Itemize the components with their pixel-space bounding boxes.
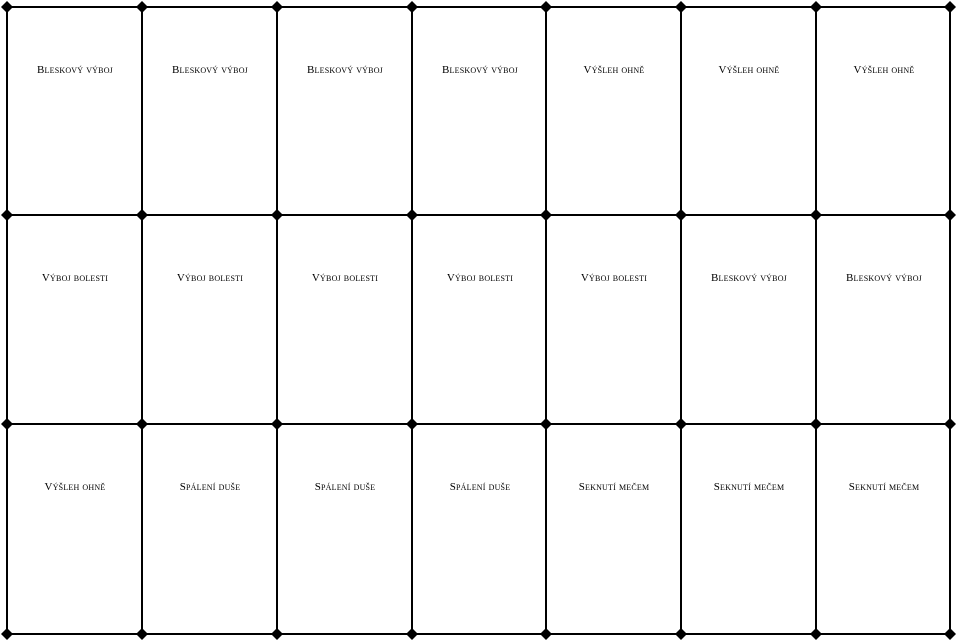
diamond-marker [271,628,283,640]
card-label: Bleskový výboj [306,64,383,76]
card-label: Bleskový výboj [845,272,922,284]
diamond-marker [944,209,956,221]
diamond-marker [944,1,956,13]
diamond-marker [1,628,13,640]
diamond-marker [540,418,552,430]
diamond-marker [810,628,822,640]
diamond-marker [675,418,687,430]
card-label: Seknutí mečem [848,481,920,493]
diamond-marker [675,628,687,640]
diamond-marker [406,209,418,221]
diamond-marker [810,209,822,221]
diamond-marker [271,418,283,430]
diamond-marker [136,628,148,640]
card-label: Bleskový výboj [441,64,518,76]
diamond-marker [540,1,552,13]
card-label: Výšleh ohně [718,64,780,76]
diamond-marker [136,418,148,430]
card-label: Výboj bolesti [41,272,109,284]
card-label: Spálení duše [179,481,241,493]
diamond-marker [136,1,148,13]
diamond-marker [675,209,687,221]
card-label: Bleskový výboj [36,64,113,76]
card-label: Výboj bolesti [176,272,244,284]
diamond-marker [675,1,687,13]
diamond-marker [406,418,418,430]
card-label: Spálení duše [314,481,376,493]
diamond-marker [271,209,283,221]
diamond-marker [944,418,956,430]
card-label: Výšleh ohně [583,64,645,76]
diamond-marker [1,209,13,221]
diamond-marker [1,1,13,13]
card-label: Výšleh ohně [853,64,915,76]
diamond-marker [271,1,283,13]
diamond-marker [406,1,418,13]
diamond-marker [944,628,956,640]
diamond-marker [540,628,552,640]
card-label: Výboj bolesti [311,272,379,284]
diamond-marker [1,418,13,430]
diamond-marker [810,418,822,430]
diamond-marker [406,628,418,640]
card-label: Spálení duše [449,481,511,493]
diamond-marker [540,209,552,221]
card-label: Bleskový výboj [171,64,248,76]
card-label: Bleskový výboj [710,272,787,284]
card-label: Výšleh ohně [44,481,106,493]
diamond-marker [136,209,148,221]
card-label: Seknutí mečem [578,481,650,493]
diamond-marker [810,1,822,13]
card-label: Výboj bolesti [446,272,514,284]
card-label: Seknutí mečem [713,481,785,493]
card-label: Výboj bolesti [580,272,648,284]
